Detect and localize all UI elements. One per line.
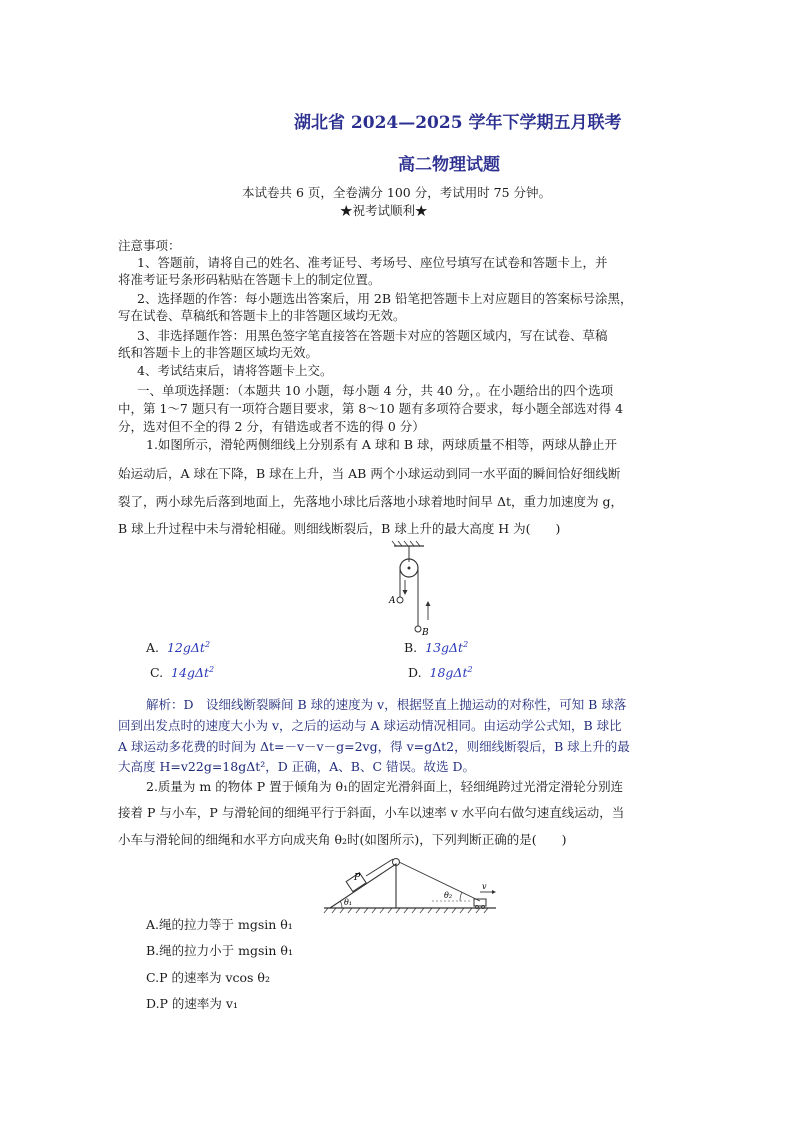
label-p: P (354, 873, 361, 883)
pulley-figure (380, 540, 440, 640)
notice-line: 1、答题前，请将自己的姓名、准考证号、考场号、座位号填写在试卷和答题卡上，并 (137, 255, 608, 270)
section-instruction: 一、单项选择题：（本题共 10 小题，每小题 4 分，共 40 分，。在小题给出的四个选项 (137, 383, 614, 398)
q1-option-c: C. 14gΔt$^2$ (150, 665, 215, 681)
notice-line: 3、非选择题作答：用黑色签字笔直接答在答题卡对应的答题区域内，写在试卷、草稿 (137, 328, 608, 343)
label-a: A (389, 596, 396, 606)
q1-stem: 裂了，两小球先后落到地面上，先落地小球比后落地小球着地时间早 Δt，重力加速度为 g， (118, 494, 624, 509)
notice-line: 2、选择题的作答：每小题选出答案后，用 2B 铅笔把答题卡上对应题目的答案标号涂黑， (137, 291, 633, 306)
notice-line: 写在试卷、草稿纸和答题卡上的非答题区域均无效。 (118, 308, 406, 323)
label-b: B (422, 628, 429, 638)
q1-option-d: D. 18gΔt$^2$ (408, 665, 473, 681)
exam-info: 本试卷共 6 页，全卷满分 100 分，考试用时 75 分钟。 (242, 185, 552, 200)
section-instruction: 分，选对但不全的得 2 分，有错选或者不选的得 0 分） (118, 419, 425, 434)
q1-analysis: 大高度 H=v22g=18gΔt²，D 正确，A、B、C 错误。故选 D。 (118, 759, 476, 774)
q1-option-a: A. 12gΔt$^2$ (146, 640, 211, 656)
q2-stem: 接着 P 与小车，P 与滑轮间的细绳平行于斜面，小车以速率 v 水平向右做匀速直线运动，当 (118, 805, 625, 820)
notice-heading: 注意事项： (118, 238, 181, 253)
q2-stem: 小车与滑轮间的细绳和水平方向成夹角 θ₂时(如图所示)，下列判断正确的是( ) (118, 832, 567, 847)
incline-figure (320, 852, 500, 914)
q1-stem: B 球上升过程中未与滑轮相碰。则细线断裂后，B 球上升的最大高度 H 为( ) (118, 521, 561, 536)
q2-stem: 2.质量为 m 的物体 P 置于倾角为 θ₁的固定光滑斜面上，轻细绳跨过光滑定滑轮分别连 (146, 779, 624, 794)
notice-line: 纸和答题卡上的非答题区域均无效。 (118, 345, 319, 360)
notice-line: 4、考试结束后，请将答题卡上交。 (137, 363, 333, 378)
label-theta2: θ₂ (444, 891, 453, 900)
q1-analysis: A 球运动多花费的时间为 Δt=－v－v－g=2vg，得 v=gΔt2，则细线断裂后，B 球上升的最 (118, 739, 630, 754)
q2-option-b: B.绳的拉力小于 mgsin θ₁ (146, 943, 293, 958)
exam-title: 湖北省 2024—2025 学年下学期五月联考 (294, 113, 622, 133)
section-instruction: 中，第 1～7 题只有一项符合题目要求，第 8～10 题有多项符合要求，每小题全部选对得 4 (118, 401, 624, 416)
q2-option-c: C.P 的速率为 vcos θ₂ (146, 970, 270, 985)
q1-stem: 1.如图所示，滑轮两侧细线上分别系有 A 球和 B 球，两球质量不相等，两球从静止开 (146, 437, 618, 452)
exam-subtitle: 高二物理试题 (398, 155, 500, 175)
q1-analysis: 回到出发点时的速度大小为 v，之后的运动与 A 球运动情况相同。由运动学公式知，B 球比 (118, 718, 622, 733)
q2-option-d: D.P 的速率为 v₁ (146, 996, 238, 1011)
label-v: v (482, 882, 487, 891)
q1-stem: 始运动后，A 球在下降，B 球在上升，当 AB 两个小球运动到同一水平面的瞬间恰好细线断 (118, 466, 621, 481)
blessing: ★祝考试顺利★ (340, 203, 428, 218)
q2-option-a: A.绳的拉力等于 mgsin θ₁ (146, 917, 293, 932)
notice-line: 将准考证号条形码粘贴在答题卡上的制定位置。 (118, 272, 381, 287)
label-theta1: θ₁ (344, 898, 353, 907)
q1-option-b: B. 13gΔt$^2$ (404, 640, 469, 656)
q1-analysis: 解析：D 设细线断裂瞬间 B 球的速度为 v，根据竖直上抛运动的对称性，可知 B 球落 (146, 697, 627, 712)
